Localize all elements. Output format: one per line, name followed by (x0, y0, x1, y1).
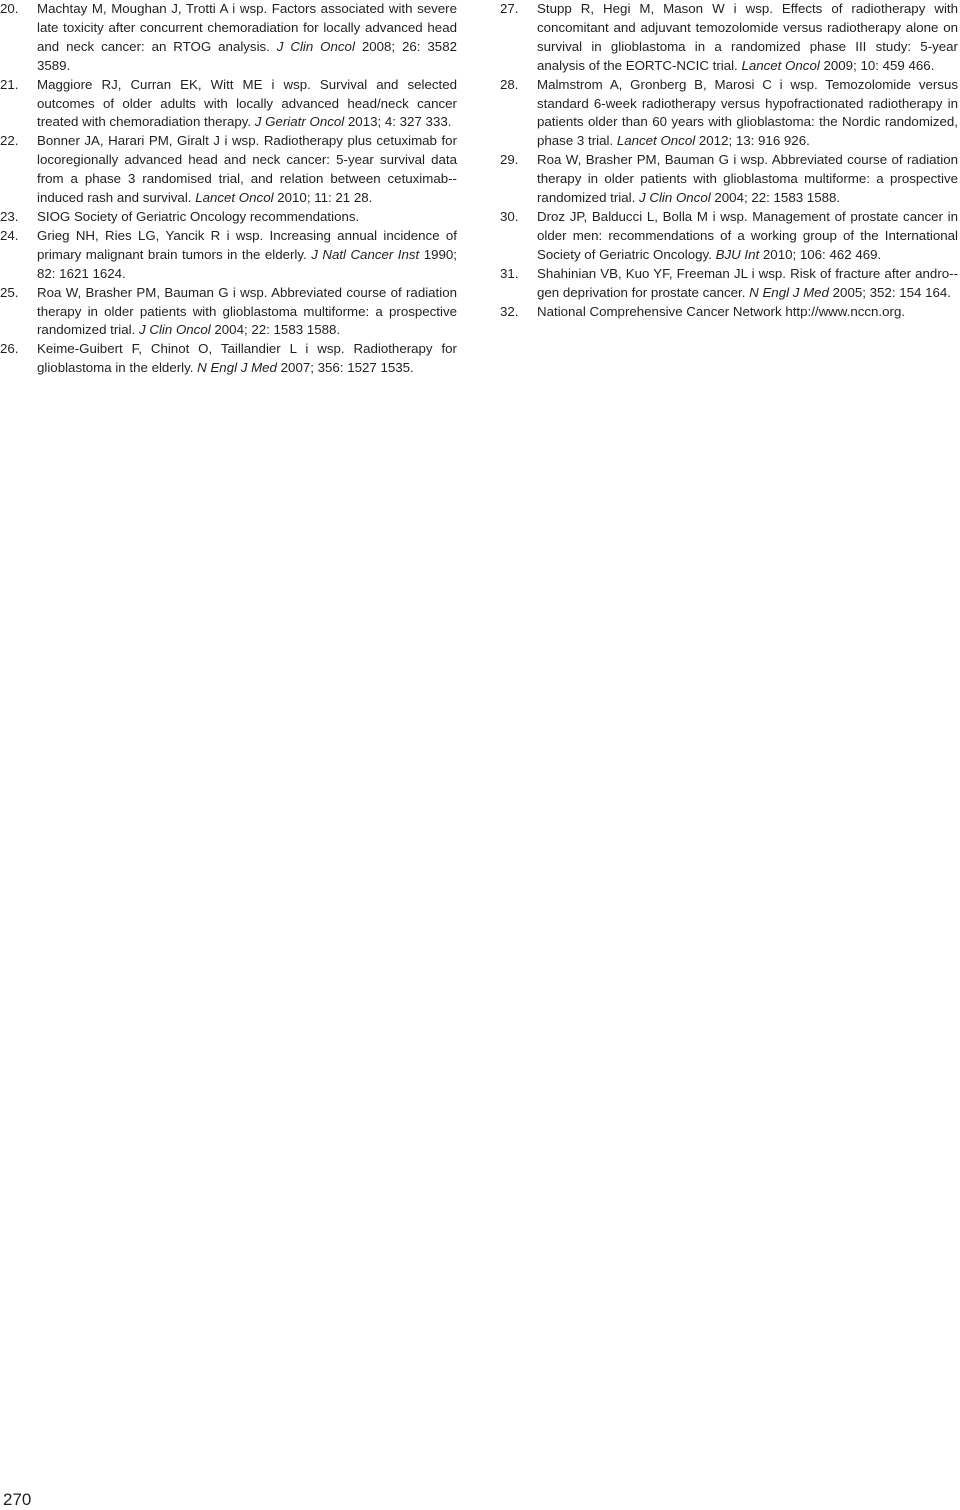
reference-item (0, 208, 457, 227)
reference-citation: Maggiore RJ, Curran EK, Witt ME i wsp. Survival and selected outcomes of older adults with locally advanced head/neck cancer treated with chemoradiation therapy. (37, 76, 457, 130)
reference-journal: N Engl J Med (197, 360, 277, 376)
reference-item (0, 132, 457, 208)
reference-citation: Malmstrom A, Gronberg B, Marosi C i wsp. Temozolomide versus standard 6-week radiotherapy versus hypofractionated radiotherapy in patients older than 60 years with glioblastoma: the Nordic randomized, phase 3 trial. (537, 76, 958, 149)
reference-citation: SIOG Society of Geriatric Oncology recommendations. (37, 208, 360, 224)
references-right-column (500, 0, 958, 321)
reference-text (537, 152, 958, 205)
reference-number: 30. (500, 208, 519, 224)
reference-citation: Keime-Guibert F, Chinot O, Taillandier L i wsp. Radiotherapy for glioblastoma in the elderly. (37, 341, 457, 376)
reference-item (0, 284, 457, 341)
reference-text (37, 1, 457, 73)
reference-text (537, 266, 958, 300)
reference-item (500, 151, 958, 208)
reference-journal: J Clin Oncol (139, 322, 211, 338)
reference-details: 2012; 13: 916 926. (695, 133, 810, 149)
reference-text (37, 77, 457, 130)
reference-number: 26. (0, 341, 19, 357)
reference-details: 2010; 106: 462 469. (759, 246, 882, 262)
reference-journal: J Natl Cancer Inst (311, 246, 420, 262)
reference-number: 23. (0, 208, 19, 224)
reference-number: 31. (500, 265, 519, 281)
reference-details: 2004; 22: 1583 1588. (710, 190, 841, 206)
reference-journal: J Clin Oncol (276, 38, 355, 54)
reference-citation: Shahinian VB, Kuo YF, Freeman JL i wsp. Risk of fracture after andro--gen deprivation for prostate cancer. (537, 265, 958, 300)
reference-text (537, 1, 958, 73)
reference-details: 2010; 11: 21 28. (273, 190, 373, 206)
reference-citation: National Comprehensive Cancer Network http://www.nccn.org. (537, 303, 906, 319)
reference-number: 20. (0, 1, 19, 16)
reference-text (537, 77, 958, 149)
reference-text (37, 285, 457, 338)
reference-journal: N Engl J Med (749, 284, 829, 300)
reference-citation: Grieg NH, Ries LG, Yancik R i wsp. Increasing annual incidence of primary malignant brain tumors in the elderly. (37, 227, 457, 262)
reference-journal: BJU Int (715, 246, 760, 262)
reference-details: 2008; 26: 3582 3589. (37, 38, 457, 73)
reference-citation: Machtay M, Moughan J, Trotti A i wsp. Factors associated with severe late toxicity after concurrent chemoradiation for locally advanced head and neck cancer: an RTOG analysis. (37, 1, 457, 54)
reference-number: 25. (0, 284, 19, 300)
reference-item (0, 227, 457, 284)
reference-journal: J Geriatr Oncol (254, 114, 345, 130)
reference-text (537, 304, 905, 319)
reference-number: 21. (0, 76, 19, 92)
reference-item (0, 76, 457, 133)
page-number: 270 (3, 1490, 32, 1509)
reference-text (37, 341, 457, 375)
reference-text (37, 209, 359, 224)
reference-citation: Roa W, Brasher PM, Bauman G i wsp. Abbreviated course of radiation therapy in older patients with glioblastoma multiforme: a prospective randomized trial. (37, 284, 457, 338)
reference-details: 2007; 356: 1527 1535. (276, 360, 414, 376)
reference-journal: Lancet Oncol (616, 133, 696, 149)
reference-number: 29. (500, 152, 519, 168)
reference-text (37, 228, 457, 281)
reference-item (500, 0, 958, 76)
reference-details: 1990; 82: 1621 1624. (37, 246, 457, 281)
reference-details: 2013; 4: 327 333. (344, 114, 452, 130)
reference-details: 2004; 22: 1583 1588. (210, 322, 341, 338)
reference-number: 27. (500, 1, 519, 16)
reference-citation: Bonner JA, Harari PM, Giralt J i wsp. Radiotherapy plus cetuximab for locoregionally advanced head and neck cancer: 5-year survival data from a phase 3 randomised trial, and relation between cetuximab--induced rash and survival. (37, 133, 457, 206)
reference-number: 22. (0, 133, 19, 149)
reference-details: 2009; 10: 459 466. (819, 57, 935, 73)
reference-number: 28. (500, 76, 519, 92)
reference-item (500, 76, 958, 152)
reference-number: 24. (0, 227, 19, 243)
reference-item (500, 303, 958, 322)
reference-text (37, 133, 457, 205)
reference-citation: Roa W, Brasher PM, Bauman G i wsp. Abbreviated course of radiation therapy in older patients with glioblastoma multiforme: a prospective randomized trial. (537, 152, 958, 206)
reference-text (537, 209, 958, 262)
reference-item (0, 340, 457, 378)
references-left-column (0, 0, 457, 378)
reference-number: 32. (500, 303, 519, 319)
reference-journal: J Clin Oncol (639, 190, 711, 206)
reference-journal: Lancet Oncol (195, 190, 274, 206)
reference-item (0, 0, 457, 76)
reference-journal: Lancet Oncol (741, 57, 820, 73)
reference-item (500, 208, 958, 265)
reference-citation: Stupp R, Hegi M, Mason W i wsp. Effects of radiotherapy with concomitant and adjuvant temozolomide versus radiotherapy alone on survival in glioblastoma in a randomized phase III study: 5-year analysis of the EORTC-NCIC trial. (537, 1, 958, 73)
reference-item (500, 265, 958, 303)
reference-citation: Droz JP, Balducci L, Bolla M i wsp. Management of prostate cancer in older men: recommendations of a working group of the International Society of Geriatric Oncology. (537, 208, 958, 262)
reference-details: 2005; 352: 154 164. (828, 284, 951, 300)
